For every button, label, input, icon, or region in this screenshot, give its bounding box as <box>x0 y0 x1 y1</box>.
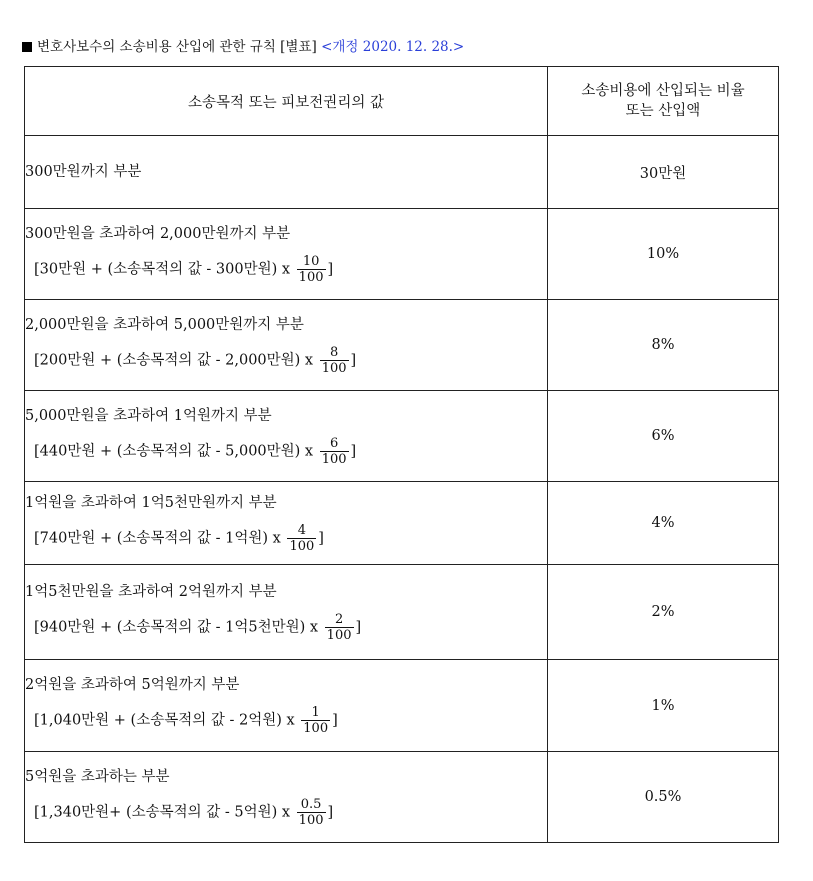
rate-cell: 1% <box>548 660 779 752</box>
formula <box>34 523 547 554</box>
header-rate <box>548 67 779 136</box>
fraction <box>320 436 349 467</box>
formula <box>34 612 547 643</box>
range-cell <box>25 660 548 752</box>
rate-cell: 0.5% <box>548 752 779 843</box>
range-cell <box>25 209 548 300</box>
range-cell <box>25 752 548 843</box>
formula <box>34 705 547 736</box>
formula-suffix: ] <box>350 443 357 459</box>
fraction <box>297 254 326 285</box>
fee-table <box>24 66 779 843</box>
fraction <box>297 797 326 828</box>
range-label: 2억원을 초과하여 5억원까지 부분 <box>25 677 240 693</box>
formula-suffix: ] <box>332 712 338 729</box>
fraction-denominator: 100 <box>303 721 329 736</box>
range-label: 5억원을 초과하는 부분 <box>25 768 170 785</box>
formula-suffix: ] <box>355 619 362 635</box>
range-label: 1억5천만원을 초과하여 2억원까지 부분 <box>25 583 277 600</box>
formula <box>34 436 547 467</box>
fraction-numerator: 4 <box>287 523 316 539</box>
formula-suffix: ] <box>327 804 334 820</box>
fraction-denominator: 100 <box>321 360 347 376</box>
table-caption <box>22 38 464 56</box>
table-row <box>25 391 779 482</box>
table-row <box>25 565 779 660</box>
fraction-numerator: 0.5 <box>297 797 326 813</box>
table-row <box>25 300 779 391</box>
table-row <box>25 136 779 209</box>
formula <box>34 254 547 285</box>
formula-prefix: [200만원 + (소송목적의 값 - 2,000만원) x <box>34 352 314 368</box>
table-row <box>25 752 779 843</box>
range-cell <box>25 136 548 209</box>
rate-cell: 8% <box>548 300 779 391</box>
rate-cell: 2% <box>548 565 779 660</box>
header-rate-line1: 소송비용에 산입되는 비율 <box>581 83 745 99</box>
fraction <box>287 523 316 554</box>
fraction-denominator: 100 <box>321 451 347 467</box>
range-label: 2,000만원을 초과하여 5,000만원까지 부분 <box>25 316 304 333</box>
fraction-numerator: 2 <box>325 612 354 628</box>
fraction-denominator: 100 <box>289 538 315 554</box>
formula-suffix: ] <box>350 352 357 368</box>
range-label: 300만원을 초과하여 2,000만원까지 부분 <box>25 225 291 242</box>
range-cell <box>25 391 548 482</box>
header-rate-line2: 또는 산입액 <box>625 103 701 119</box>
formula-prefix: [30만원 + (소송목적의 값 - 300만원) x <box>34 261 291 277</box>
fraction-numerator: 6 <box>320 436 349 452</box>
formula-prefix: [440만원 + (소송목적의 값 - 5,000만원) x <box>34 443 314 459</box>
range-cell <box>25 565 548 660</box>
fraction <box>320 345 349 376</box>
range-cell <box>25 482 548 565</box>
black-square-icon <box>22 42 32 52</box>
range-cell <box>25 300 548 391</box>
rate-cell: 30만원 <box>548 136 779 209</box>
formula-prefix: [740만원 + (소송목적의 값 - 1억원) x <box>34 530 281 546</box>
rate-cell: 6% <box>548 391 779 482</box>
fraction <box>301 705 330 736</box>
formula-prefix: [940만원 + (소송목적의 값 - 1억5천만원) x <box>34 619 319 635</box>
fraction-denominator: 100 <box>326 627 352 643</box>
range-label: 300만원까지 부분 <box>25 164 142 180</box>
formula-prefix: [1,340만원+ (소송목적의 값 - 5억원) x <box>34 804 291 820</box>
range-label: 1억원을 초과하여 1억5천만원까지 부분 <box>25 494 277 511</box>
table-header-row <box>25 67 779 136</box>
amendment-note: <개정 2020. 12. 28.> <box>321 39 465 55</box>
rate-cell: 10% <box>548 209 779 300</box>
range-label: 5,000만원을 초과하여 1억원까지 부분 <box>25 407 272 424</box>
header-value-basis: 소송목적 또는 피보전권리의 값 <box>25 67 548 136</box>
formula-prefix: [1,040만원 + (소송목적의 값 - 2억원) x <box>34 712 295 729</box>
rate-cell: 4% <box>548 482 779 565</box>
formula <box>34 345 547 376</box>
fraction-denominator: 100 <box>298 269 324 285</box>
table-row <box>25 660 779 752</box>
table-row <box>25 209 779 300</box>
formula <box>34 797 547 828</box>
fraction-denominator: 100 <box>298 812 324 828</box>
fraction-numerator: 10 <box>297 254 326 270</box>
fraction-numerator: 8 <box>320 345 349 361</box>
formula-suffix: ] <box>318 530 324 546</box>
fraction-numerator: 1 <box>301 705 330 721</box>
fraction <box>325 612 354 643</box>
table-row <box>25 482 779 565</box>
caption-title: 변호사보수의 소송비용 산입에 관한 규칙 [별표] <box>37 39 317 55</box>
formula-suffix: ] <box>327 261 334 277</box>
